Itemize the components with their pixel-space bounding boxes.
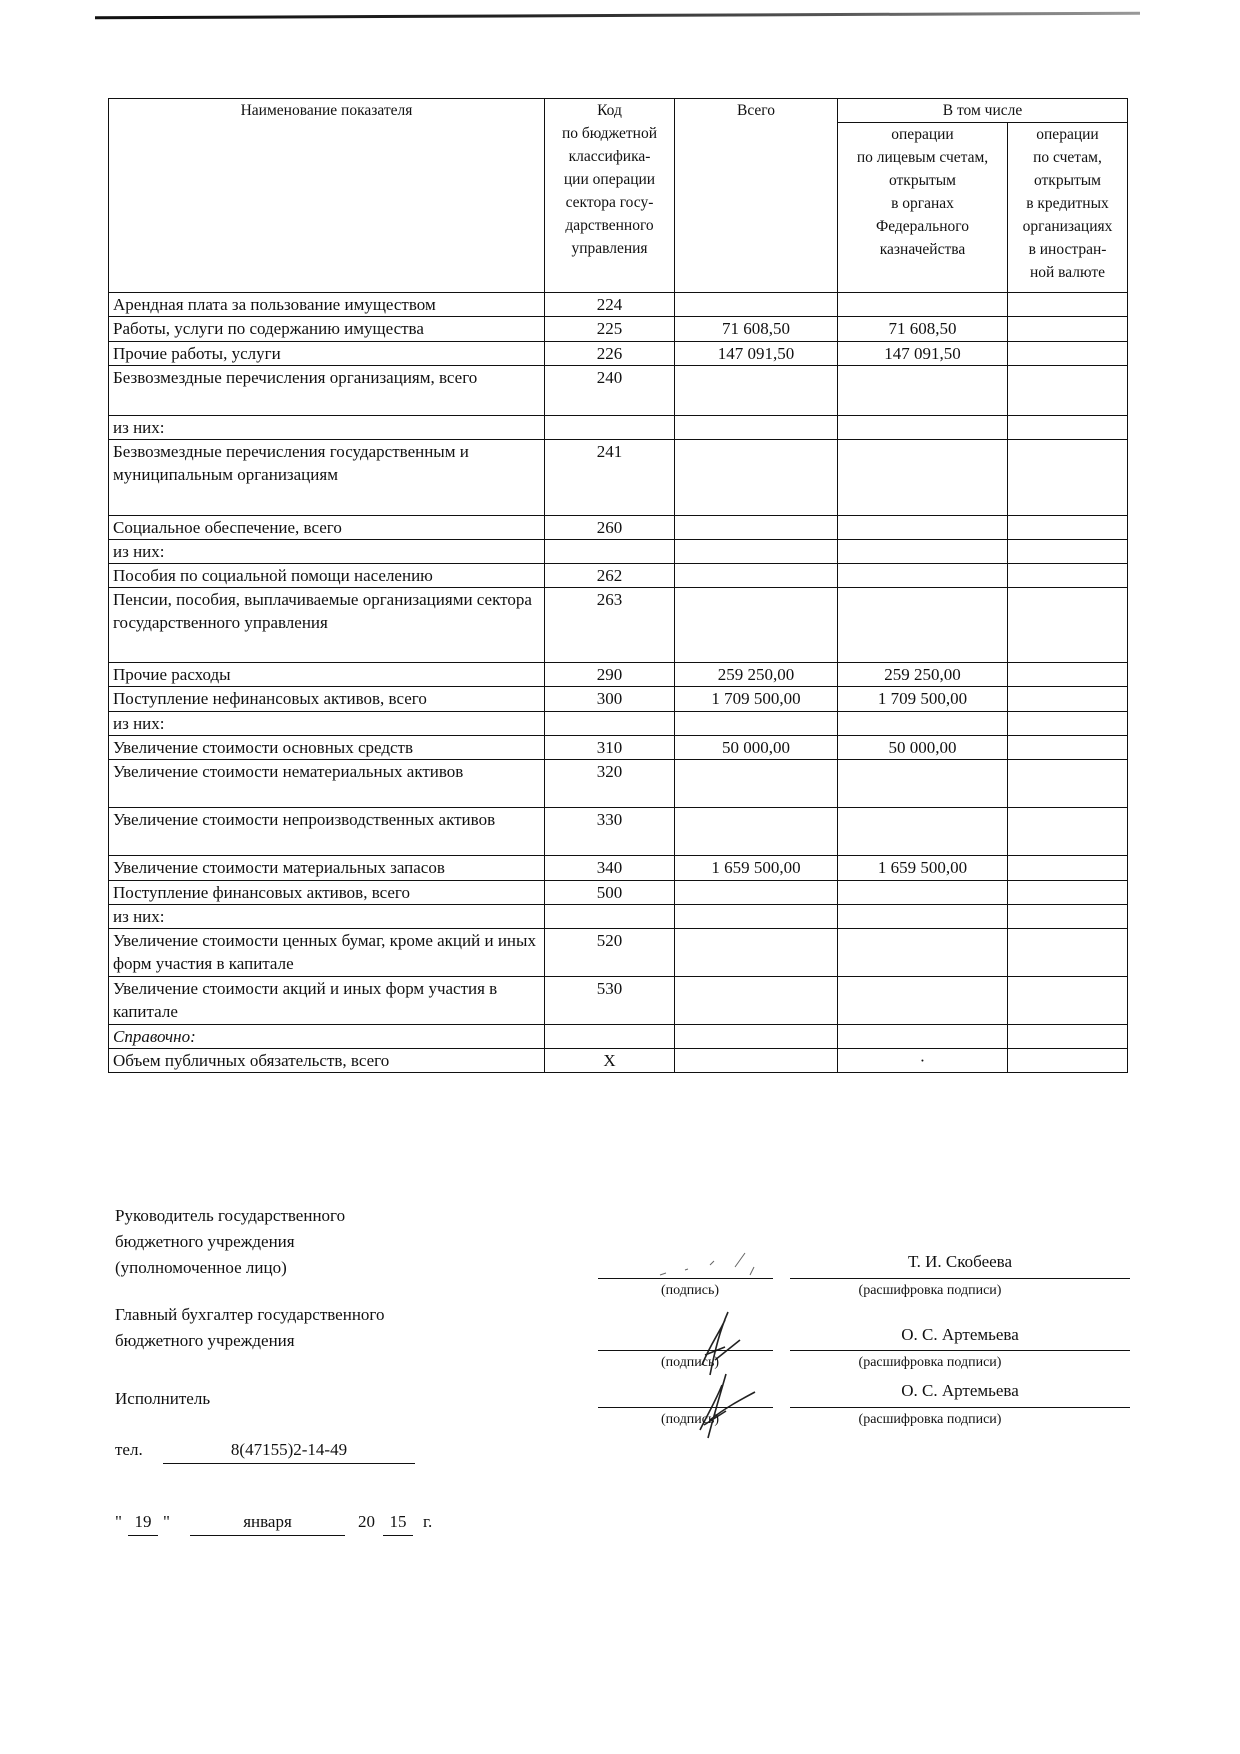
row-total: [675, 905, 838, 929]
header-code-line: классифика-: [568, 148, 651, 165]
row-code: 290: [545, 663, 675, 687]
header-treasury-line: по лицевым счетам,: [856, 149, 989, 166]
header-foreign-line: в кредитных: [1026, 195, 1109, 212]
date-close-quote: ": [163, 1512, 170, 1531]
header-code-line: сектора госу-: [565, 194, 654, 211]
executor-name: О. С. Артемьева: [901, 1381, 1019, 1400]
row-total: 50 000,00: [675, 736, 838, 760]
row-foreign: [1008, 540, 1128, 564]
row-name: Увеличение стоимости ценных бумаг, кроме акций и иных форм участия в капитале: [109, 929, 545, 977]
row-foreign: [1008, 1049, 1128, 1073]
row-code: 224: [545, 293, 675, 317]
row-treasury: [838, 881, 1008, 905]
row-treasury: [838, 416, 1008, 440]
accountant-signature-caption: (подпись): [660, 1355, 720, 1370]
row-code: 520: [545, 929, 675, 977]
date-month: января: [243, 1512, 292, 1531]
row-treasury: [838, 564, 1008, 588]
header-treasury-line: казначейства: [879, 241, 966, 258]
row-treasury: 259 250,00: [838, 663, 1008, 687]
row-name: из них:: [109, 712, 545, 736]
row-foreign: [1008, 663, 1128, 687]
accountant-decode-line: [790, 1350, 1130, 1351]
row-code: [545, 1025, 675, 1049]
row-total: [675, 929, 838, 977]
row-code: 500: [545, 881, 675, 905]
row-total: [675, 588, 838, 663]
date-month-underline: [190, 1535, 345, 1536]
header-treasury: [838, 123, 1008, 293]
table-row: [109, 687, 1128, 712]
date-day-underline: [128, 1535, 158, 1536]
accountant-decode-caption: (расшифровка подписи): [858, 1355, 1002, 1370]
header-treasury-line: открытым: [888, 172, 956, 189]
row-treasury: [838, 712, 1008, 736]
row-name: Увеличение стоимости акций и иных форм участия в капитале: [109, 977, 545, 1025]
date-open-quote: ": [115, 1512, 122, 1531]
row-treasury: [838, 366, 1008, 416]
row-name: Пенсии, пособия, выплачиваемые организациями сектора государственного управления: [109, 588, 545, 663]
row-total: [675, 977, 838, 1025]
head-decode-caption: (расшифровка подписи): [858, 1283, 1002, 1298]
row-name: Социальное обеспечение, всего: [109, 516, 545, 540]
row-code: [545, 416, 675, 440]
row-name: Увеличение стоимости непроизводственных активов: [109, 808, 545, 856]
header-code-line: Код: [597, 102, 622, 119]
row-foreign: [1008, 440, 1128, 516]
row-foreign: [1008, 856, 1128, 881]
table-row: [109, 977, 1128, 1025]
table-row: [109, 712, 1128, 736]
head-name: Т. И. Скобеева: [907, 1252, 1013, 1271]
row-foreign: [1008, 342, 1128, 366]
row-foreign: [1008, 293, 1128, 317]
row-code: 226: [545, 342, 675, 366]
header-total: Всего: [675, 99, 838, 293]
row-treasury: 50 000,00: [838, 736, 1008, 760]
table-row: [109, 317, 1128, 342]
row-foreign: [1008, 366, 1128, 416]
table-row: [109, 905, 1128, 929]
row-name: Прочие расходы: [109, 663, 545, 687]
head-signature-line: [598, 1278, 773, 1279]
row-foreign: [1008, 760, 1128, 808]
row-code: 260: [545, 516, 675, 540]
header-code-line: по бюджетной: [562, 125, 657, 142]
row-code: [545, 712, 675, 736]
row-total: 259 250,00: [675, 663, 838, 687]
header-foreign: [1008, 123, 1128, 293]
table-row: [109, 881, 1128, 905]
row-foreign: [1008, 317, 1128, 342]
row-name: Увеличение стоимости нематериальных активов: [109, 760, 545, 808]
row-name: Поступление нефинансовых активов, всего: [109, 687, 545, 712]
row-code: 340: [545, 856, 675, 881]
executor-signature-caption: (подпись): [660, 1412, 720, 1427]
row-treasury: [838, 293, 1008, 317]
table-row: [109, 808, 1128, 856]
row-total: [675, 293, 838, 317]
date-year-underline: [383, 1535, 413, 1536]
executor-title: Исполнитель: [115, 1389, 211, 1408]
row-foreign: [1008, 564, 1128, 588]
head-signature-caption: (подпись): [660, 1283, 720, 1298]
accountant-name: О. С. Артемьева: [901, 1325, 1019, 1344]
row-name: из них:: [109, 905, 545, 929]
row-treasury: [838, 588, 1008, 663]
row-name: Увеличение стоимости материальных запасов: [109, 856, 545, 881]
row-foreign: [1008, 416, 1128, 440]
head-title-line: Руководитель государственного: [115, 1206, 346, 1225]
row-code: 530: [545, 977, 675, 1025]
row-foreign: [1008, 1025, 1128, 1049]
table-row: [109, 342, 1128, 366]
accountant-signature-line: [598, 1350, 773, 1351]
header-including: В том числе: [838, 99, 1128, 123]
row-total: 147 091,50: [675, 342, 838, 366]
head-title: [115, 1203, 345, 1281]
row-code: 310: [545, 736, 675, 760]
head-decode-line: [790, 1278, 1130, 1279]
row-treasury: [838, 929, 1008, 977]
row-total: [675, 1049, 838, 1073]
row-foreign: [1008, 808, 1128, 856]
accountant-title-line: бюджетного учреждения: [115, 1331, 295, 1350]
row-foreign: [1008, 687, 1128, 712]
table-row: [109, 440, 1128, 516]
row-name: Поступление финансовых активов, всего: [109, 881, 545, 905]
row-total: [675, 760, 838, 808]
table-row: [109, 1049, 1128, 1073]
header-foreign-line: в иностран-: [1028, 241, 1107, 258]
row-total: 71 608,50: [675, 317, 838, 342]
date-day: 19: [134, 1512, 152, 1531]
row-code: 240: [545, 366, 675, 416]
row-foreign: [1008, 712, 1128, 736]
table-row: [109, 736, 1128, 760]
scan-edge-line: [95, 12, 1140, 20]
row-name: Пособия по социальной помощи населению: [109, 564, 545, 588]
row-code: 320: [545, 760, 675, 808]
row-total: 1 659 500,00: [675, 856, 838, 881]
table-row: [109, 564, 1128, 588]
head-signature-scribble: [640, 1245, 770, 1285]
row-foreign: [1008, 929, 1128, 977]
row-code: 330: [545, 808, 675, 856]
row-foreign: [1008, 905, 1128, 929]
row-name: Работы, услуги по содержанию имущества: [109, 317, 545, 342]
row-name: из них:: [109, 416, 545, 440]
table-row: [109, 588, 1128, 663]
row-total: [675, 440, 838, 516]
head-title-line: (уполномоченное лицо): [115, 1258, 287, 1277]
row-total: [675, 540, 838, 564]
table-row: [109, 929, 1128, 977]
row-treasury: [838, 977, 1008, 1025]
header-name: Наименование показателя: [109, 99, 545, 293]
row-code: 300: [545, 687, 675, 712]
row-total: [675, 1025, 838, 1049]
row-treasury: 1 659 500,00: [838, 856, 1008, 881]
table-row: [109, 293, 1128, 317]
row-total: [675, 881, 838, 905]
row-treasury: [838, 440, 1008, 516]
header-code: [545, 99, 675, 293]
row-total: [675, 416, 838, 440]
row-treasury: [838, 1025, 1008, 1049]
header-treasury-line: в органах: [891, 195, 954, 212]
executor-signature-line: [598, 1407, 773, 1408]
executor-decode-caption: (расшифровка подписи): [858, 1412, 1002, 1427]
table-row: [109, 416, 1128, 440]
row-name: Арендная плата за пользование имуществом: [109, 293, 545, 317]
accountant-title-line: Главный бухгалтер государственного: [115, 1305, 385, 1324]
phone-label: тел.: [115, 1440, 143, 1459]
row-treasury: ·: [838, 1049, 1008, 1073]
date-year: 15: [389, 1512, 407, 1531]
header-foreign-line: ной валюте: [1029, 264, 1106, 281]
expenses-table: [108, 98, 1128, 1073]
row-code: [545, 540, 675, 564]
row-code: 262: [545, 564, 675, 588]
row-foreign: [1008, 736, 1128, 760]
phone-value: 8(47155)2-14-49: [230, 1440, 348, 1459]
date-century: 20: [358, 1512, 375, 1531]
table-row: [109, 663, 1128, 687]
row-total: [675, 712, 838, 736]
executor-decode-line: [790, 1407, 1130, 1408]
table-row: [109, 856, 1128, 881]
row-code: X: [545, 1049, 675, 1073]
row-total: [675, 366, 838, 416]
table-row: [109, 540, 1128, 564]
row-foreign: [1008, 516, 1128, 540]
executor-signature-scribble: [680, 1370, 760, 1440]
row-total: [675, 808, 838, 856]
row-name: Прочие работы, услуги: [109, 342, 545, 366]
header-code-line: ции операции: [563, 171, 656, 188]
row-code: 263: [545, 588, 675, 663]
row-name: Справочно:: [109, 1025, 545, 1049]
header-foreign-line: открытым: [1033, 172, 1101, 189]
row-name: Безвозмездные перечисления государственным и муниципальным организациям: [109, 440, 545, 516]
row-treasury: 147 091,50: [838, 342, 1008, 366]
row-total: 1 709 500,00: [675, 687, 838, 712]
accountant-title: [115, 1302, 384, 1354]
row-code: [545, 905, 675, 929]
head-title-line: бюджетного учреждения: [115, 1232, 295, 1251]
row-foreign: [1008, 588, 1128, 663]
row-name: Объем публичных обязательств, всего: [109, 1049, 545, 1073]
row-treasury: [838, 540, 1008, 564]
row-treasury: [838, 516, 1008, 540]
header-code-line: управления: [571, 240, 648, 257]
header-foreign-line: операции: [1036, 126, 1099, 143]
date-suffix: г.: [423, 1512, 433, 1531]
header-foreign-line: по счетам,: [1033, 149, 1102, 166]
table-row: [109, 516, 1128, 540]
phone-underline: [163, 1463, 415, 1464]
header-treasury-line: Федерального: [875, 218, 970, 235]
row-foreign: [1008, 881, 1128, 905]
row-name: Увеличение стоимости основных средств: [109, 736, 545, 760]
row-treasury: 71 608,50: [838, 317, 1008, 342]
row-total: [675, 516, 838, 540]
row-name: Безвозмездные перечисления организациям, всего: [109, 366, 545, 416]
header-code-line: дарственного: [565, 217, 654, 234]
table-row: [109, 366, 1128, 416]
row-name: из них:: [109, 540, 545, 564]
row-treasury: 1 709 500,00: [838, 687, 1008, 712]
table-row: [109, 1025, 1128, 1049]
row-treasury: [838, 808, 1008, 856]
row-total: [675, 564, 838, 588]
row-treasury: [838, 905, 1008, 929]
row-code: 225: [545, 317, 675, 342]
header-foreign-line: организациях: [1022, 218, 1113, 235]
row-treasury: [838, 760, 1008, 808]
header-treasury-line: операции: [891, 126, 954, 143]
table-row: [109, 760, 1128, 808]
row-foreign: [1008, 977, 1128, 1025]
row-code: 241: [545, 440, 675, 516]
